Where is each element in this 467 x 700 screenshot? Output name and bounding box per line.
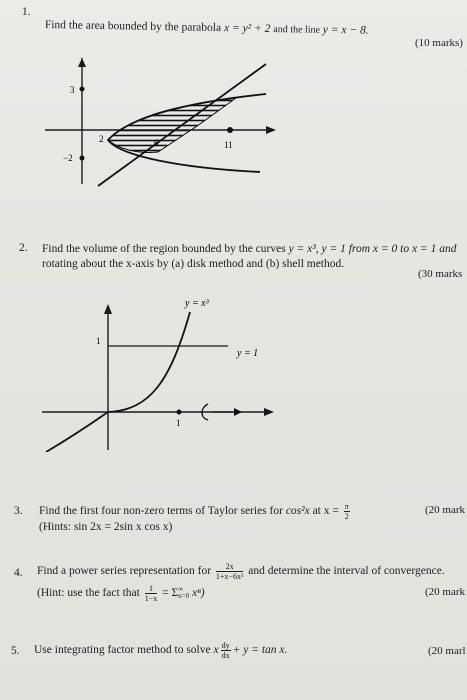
q2-line1-b: y = x³, y = 1 from x = 0 to x = 1 and xyxy=(288,243,457,255)
q4-hint-num: 1 xyxy=(145,584,158,594)
q4-number: 4. xyxy=(14,567,23,579)
q4-hint xyxy=(37,582,205,604)
q4-hint-sub: n=0 xyxy=(178,592,190,601)
q1-figure xyxy=(40,58,280,188)
q4-hint-den: 1−x xyxy=(144,593,158,603)
q1-text xyxy=(45,18,369,39)
q4-frac-num: 2x xyxy=(216,562,243,572)
q1-parabola-eq: x = y² + 2 xyxy=(223,22,271,35)
q1-y-arrow xyxy=(78,58,86,67)
q4-text2: and determine the interval of convergence. xyxy=(248,565,445,577)
q2-x-arrow xyxy=(264,408,274,416)
q1-label-11: 11 xyxy=(224,140,233,150)
q3-number: 3. xyxy=(14,505,23,517)
q3-marks: (20 mark xyxy=(425,504,466,516)
q4-line1 xyxy=(37,559,445,583)
q5-eq-b: + y = tan x. xyxy=(232,644,288,656)
q2-line1 xyxy=(42,242,456,256)
q4-hint-fraction xyxy=(145,584,158,603)
q4-fraction xyxy=(216,562,243,581)
q3-at: at x = xyxy=(312,505,339,517)
q4-marks: (20 mark xyxy=(425,586,466,598)
q1-number: 1. xyxy=(21,5,31,19)
q1-label-6: 6 xyxy=(154,138,159,148)
q1-marks: (10 marks) xyxy=(415,37,463,49)
q1-label-3: 3 xyxy=(70,85,75,95)
q1-point-yneg2 xyxy=(80,156,85,161)
q2-label-line: y = 1 xyxy=(237,348,259,359)
q1-point-y3 xyxy=(80,87,85,92)
q4-hint-a: (Hint: use the fact that xyxy=(37,587,140,599)
q5-dy: dy xyxy=(221,640,230,650)
q5-eq-a: x xyxy=(213,644,219,656)
q1-label-2: 2 xyxy=(99,134,104,144)
q4-lead: Find a power series representation for xyxy=(37,565,212,577)
q2-curve-x3 xyxy=(46,312,190,452)
q5-line xyxy=(34,638,287,662)
q2-marks: (30 marks xyxy=(418,268,463,280)
q2-label-curve: y = x³ xyxy=(185,298,209,309)
q2-rotation-arrowhead xyxy=(234,408,242,416)
q1-label-neg2: −2 xyxy=(63,153,73,163)
q4-frac-den: 1+x−6x² xyxy=(215,571,244,581)
q2-label-1y: 1 xyxy=(96,336,101,346)
q2-point-x1 xyxy=(177,410,182,415)
q4-hint-b: = Σ xyxy=(162,587,179,599)
q2-line1-a: Find the volume of the region bounded by the curves xyxy=(42,243,286,255)
q1-point-11 xyxy=(227,127,233,133)
q1-x-arrow xyxy=(266,126,276,134)
q3-lead: Find the first four non-zero terms of Taylor series for xyxy=(39,505,283,517)
q1-mid: and the line xyxy=(273,23,321,36)
q5-number: 5. xyxy=(11,645,20,657)
q4-hint-c: xⁿ) xyxy=(191,587,205,599)
q2-label-1x: 1 xyxy=(176,418,181,428)
q5-lead: Use integrating factor method to solve xyxy=(34,644,211,656)
q2-figure xyxy=(40,292,280,452)
q5-derivative xyxy=(221,641,231,660)
q3-expr: cos²x xyxy=(285,505,310,517)
q3-at-den: 2 xyxy=(344,511,349,521)
q2-y-arrow xyxy=(104,304,112,314)
q5-marks: (20 marl xyxy=(428,645,466,657)
q1-line-eq: y = x − 8. xyxy=(322,23,369,37)
q4-hint-sup: ∞ xyxy=(178,585,184,594)
q3-line1 xyxy=(39,500,352,522)
q5-dx: dx xyxy=(221,650,230,660)
q1-lead: Find the area bounded by the parabola xyxy=(44,18,222,35)
q2-number: 2. xyxy=(19,242,28,254)
q3-hint: (Hints: sin 2x = 2sin x cos x) xyxy=(39,521,173,533)
q2-line2: rotating about the x-axis by (a) disk method and (b) shell method. xyxy=(42,258,345,270)
q1-line xyxy=(98,64,266,186)
q3-at-num: π xyxy=(344,501,349,511)
q3-at-fraction xyxy=(344,502,350,521)
